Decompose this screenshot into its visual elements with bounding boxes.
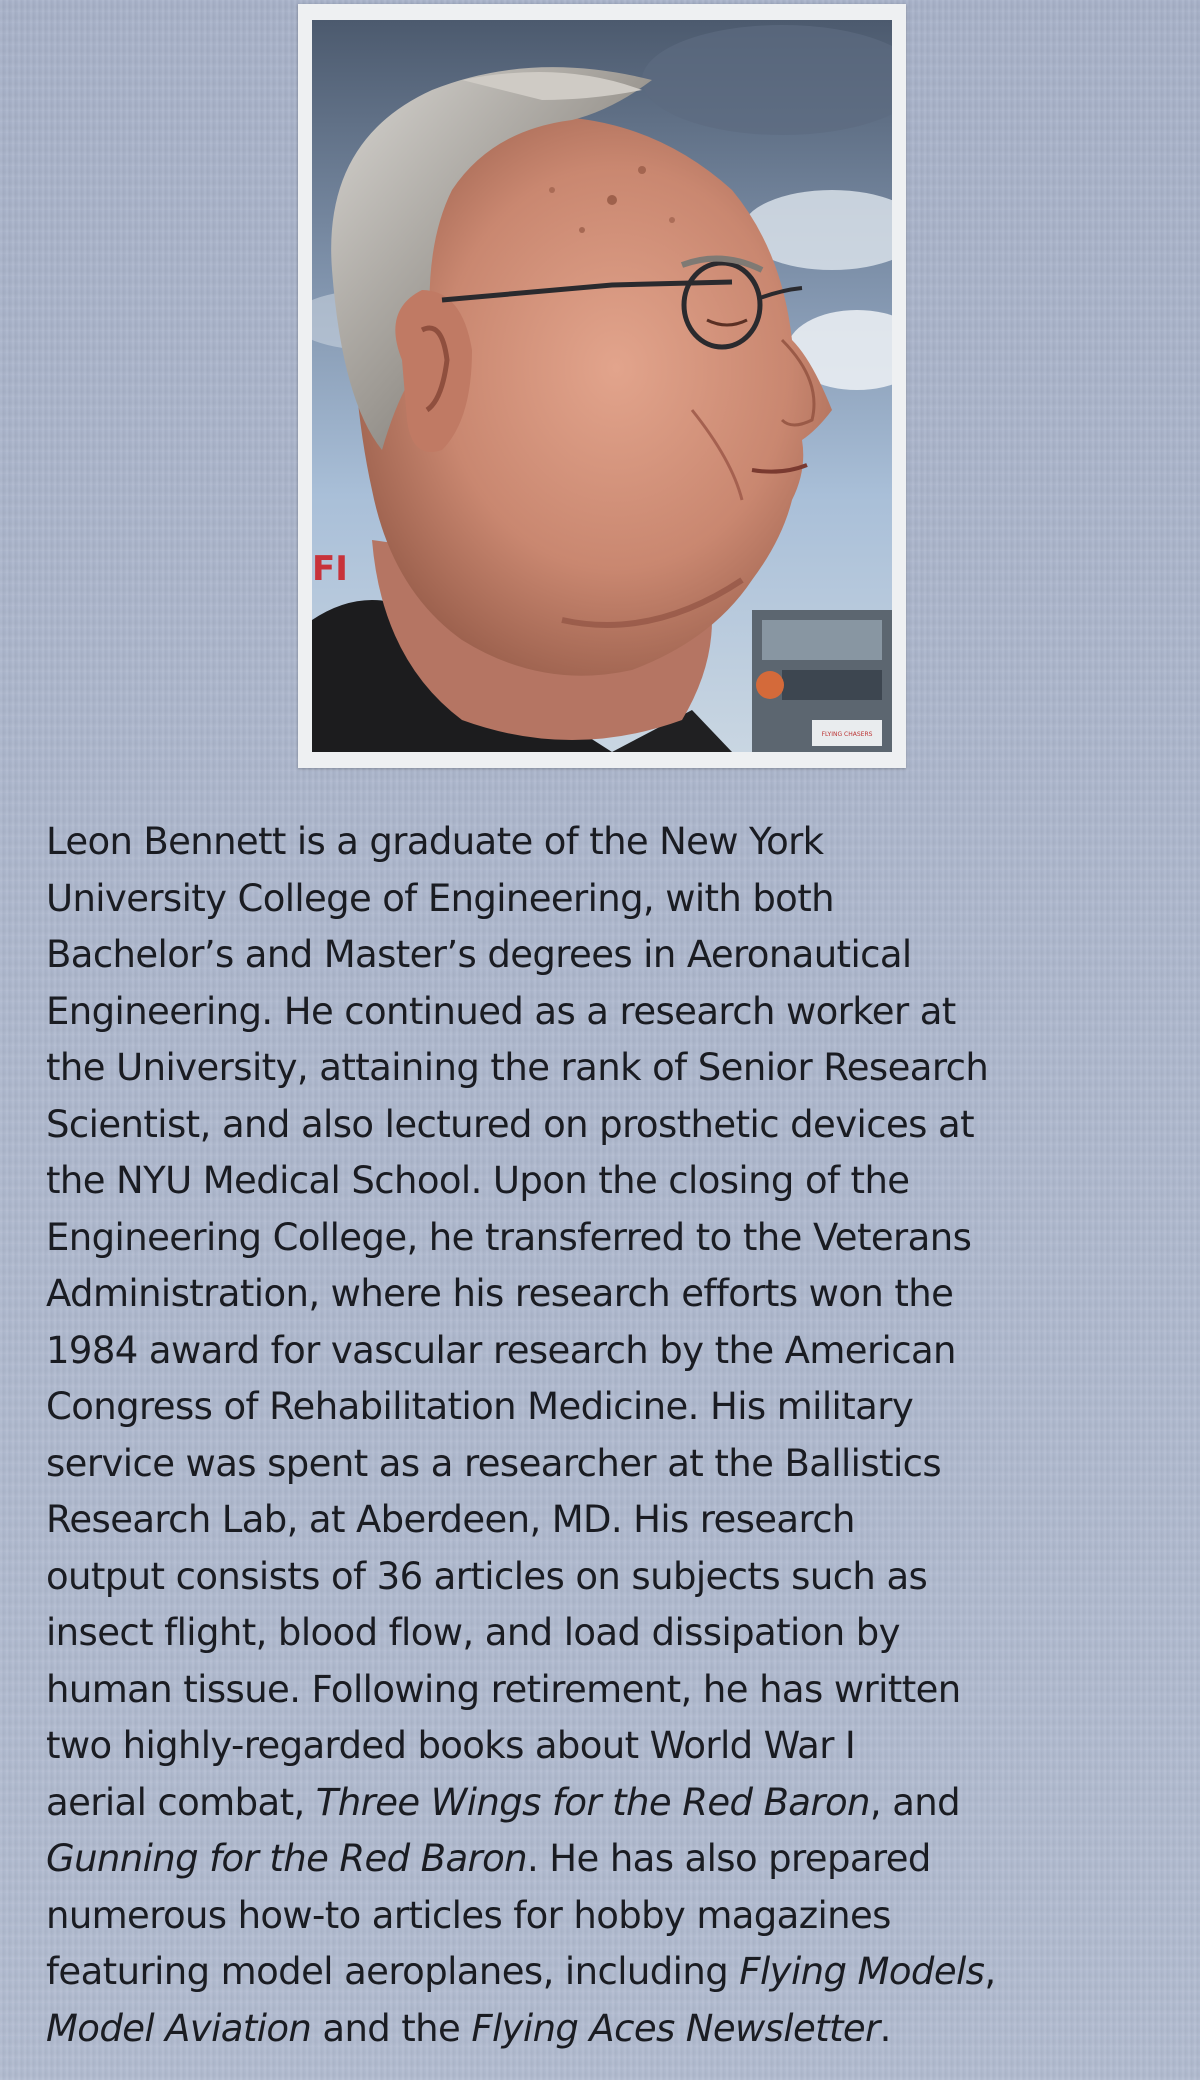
small-sign-text: FLYING CHASERS <box>821 731 873 738</box>
bio-text: , and <box>869 1780 960 1824</box>
bio-line <box>46 1210 1166 1267</box>
bio-line <box>46 1379 1166 1436</box>
bio-line <box>46 1492 1166 1549</box>
author-photo-frame <box>298 4 906 768</box>
author-bio <box>46 814 1166 2057</box>
bio-italic-title: Model Aviation <box>46 2006 312 2050</box>
bio-line <box>46 1549 1166 1606</box>
bio-text: two highly-regarded books about World War I <box>46 1724 856 1767</box>
bio-text: numerous how-to articles for hobby magazines <box>46 1893 891 1937</box>
bio-line <box>46 1775 1166 1832</box>
bio-line <box>46 1436 1166 1493</box>
bio-text: . <box>879 2006 891 2050</box>
bio-line <box>46 1040 1166 1097</box>
bio-text: insect flight, blood flow, and load dissipation by <box>46 1611 900 1654</box>
bio-line <box>46 1888 1166 1945</box>
bio-line <box>46 1662 1166 1719</box>
bio-text: Engineering. He continued as a research worker at <box>46 989 956 1033</box>
bio-line <box>46 1266 1166 1323</box>
bio-text: aerial combat, <box>46 1780 316 1824</box>
bio-text: Leon Bennett is a graduate of the New York <box>46 820 824 863</box>
bio-text: Engineering College, he transferred to the Veterans <box>46 1215 972 1259</box>
bio-line <box>46 1605 1166 1662</box>
bio-text: human tissue. Following retirement, he has written <box>46 1667 961 1711</box>
bio-line <box>46 871 1166 928</box>
bio-italic-title: Flying Aces Newsletter <box>471 2006 880 2050</box>
bio-line <box>46 1944 1166 2001</box>
bio-line <box>46 1831 1166 1888</box>
bio-text: the NYU Medical School. Upon the closing of the <box>46 1159 910 1202</box>
bio-line <box>46 1323 1166 1380</box>
bio-line <box>46 2001 1166 2058</box>
bio-text: . He has also prepared <box>527 1837 931 1880</box>
bio-text: output consists of 36 articles on subjects such as <box>46 1554 928 1598</box>
bio-text: Research Lab, at Aberdeen, MD. His research <box>46 1498 855 1541</box>
bio-text: Administration, where his research efforts won the <box>46 1272 954 1315</box>
bio-text: , <box>984 1950 996 1993</box>
bio-italic-title: Flying Models <box>739 1950 985 1993</box>
bio-line <box>46 814 1166 871</box>
author-portrait-illustration <box>312 20 892 752</box>
bio-text: service was spent as a researcher at the Ballistics <box>46 1441 942 1485</box>
bio-text: University College of Engineering, with both <box>46 876 834 920</box>
author-photo <box>312 20 892 752</box>
bio-line <box>46 1718 1166 1775</box>
bio-line <box>46 984 1166 1041</box>
bio-text: and the <box>311 2006 472 2050</box>
background-sign-text: FI <box>312 549 348 589</box>
bio-text: featuring model aeroplanes, including <box>46 1950 740 1993</box>
bio-text: 1984 award for vascular research by the American <box>46 1328 956 1372</box>
bio-italic-title: Gunning for the Red Baron <box>46 1837 527 1880</box>
bio-line <box>46 927 1166 984</box>
bio-line <box>46 1153 1166 1210</box>
bio-line <box>46 1097 1166 1154</box>
bio-text: Congress of Rehabilitation Medicine. His military <box>46 1385 914 1428</box>
bio-text: the University, attaining the rank of Senior Research <box>46 1046 989 1089</box>
bio-text: Scientist, and also lectured on prosthetic devices at <box>46 1102 974 1146</box>
bio-italic-title: Three Wings for the Red Baron <box>315 1780 870 1824</box>
bio-text: Bachelor’s and Master’s degrees in Aeronautical <box>46 933 912 976</box>
